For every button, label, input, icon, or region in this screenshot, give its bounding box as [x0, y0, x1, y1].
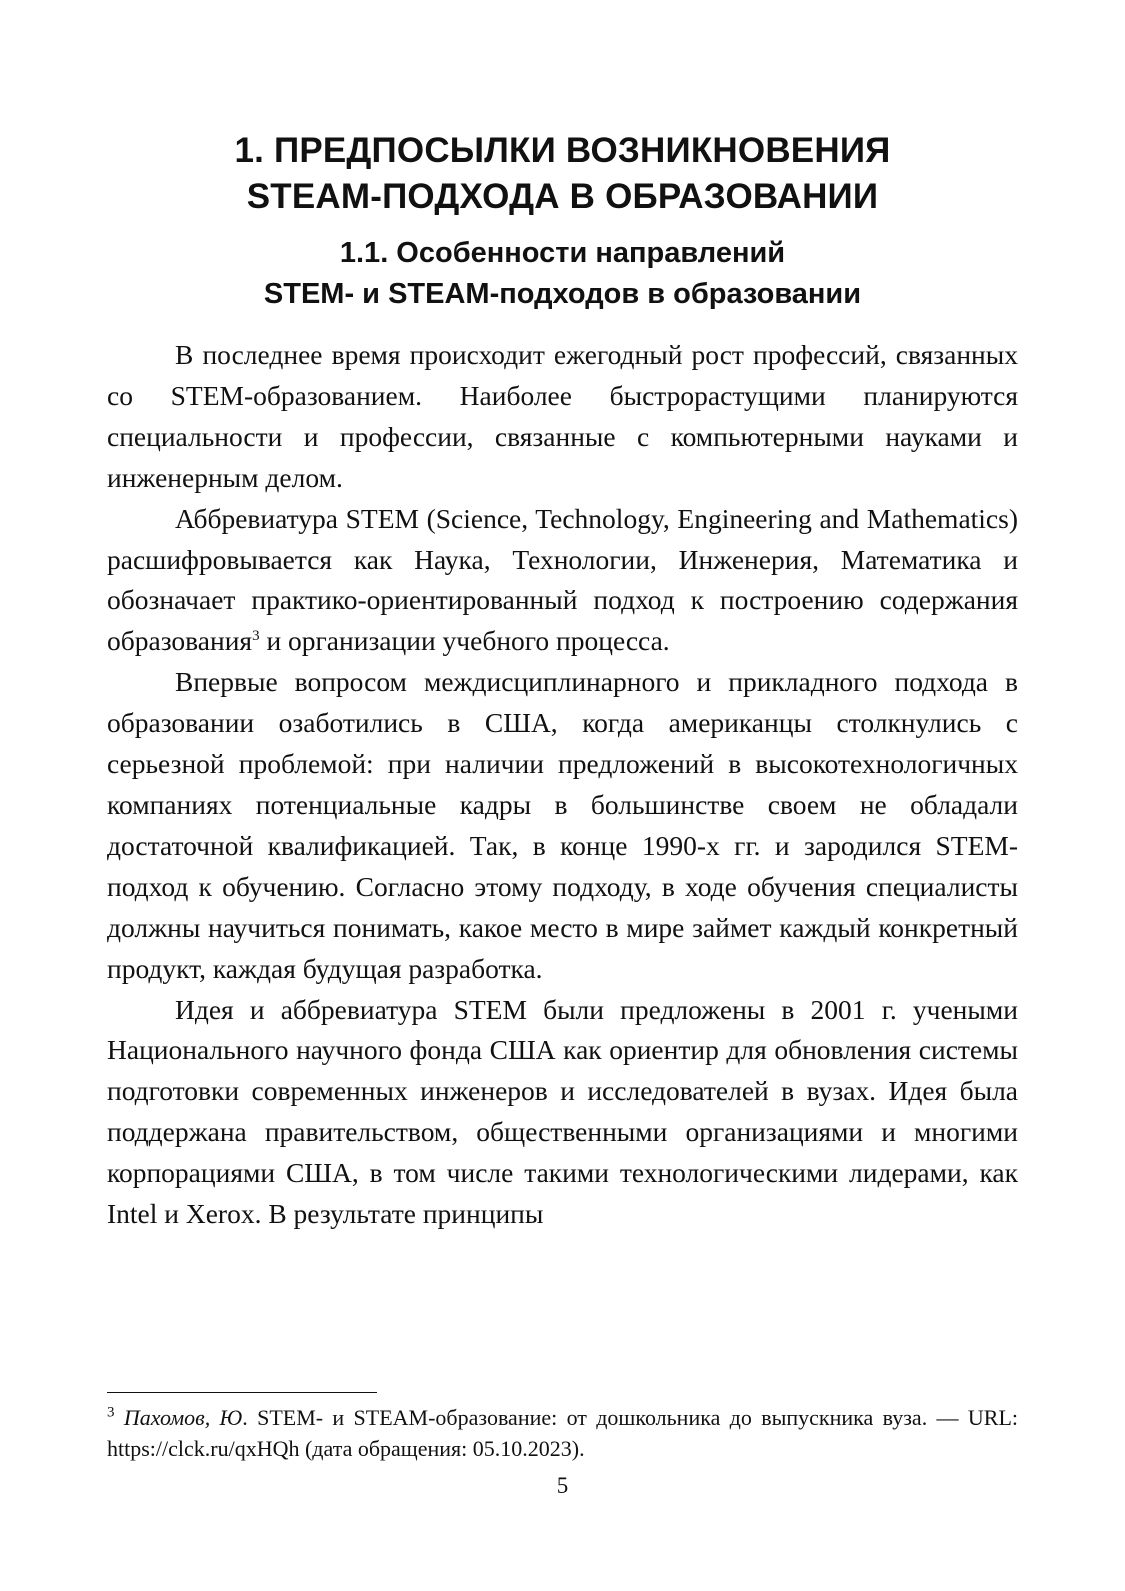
footnote-reference: 3 — [252, 628, 260, 645]
footnote-text: . STEM- и STEAM-образование: от дошкольника до выпускника вуза. — URL: https://clck.ru/qxHQh (дата обращения: 05.10.2023). — [107, 1405, 1018, 1461]
paragraph-1: В последнее время происходит ежегодный рост профессий, связанных со STEM-образованием. Наиболее быстрорастущими планируются специальности и профессии, связанные с компьютерными науками и инженерным делом. — [107, 339, 1018, 493]
section-title-line-1: 1.1. Особенности направлений — [339, 237, 786, 269]
page-number: 5 — [556, 1473, 569, 1498]
paragraph-2-text-continued: и организации учебного процесса. — [259, 625, 670, 657]
paragraph-3: Впервые вопросом междисциплинарного и прикладного подхода в образовании озаботились в США, когда американцы столкнулись с серьезной проблемой: при наличии предложений в высокотехнологичных компаниях потенциальные кадры в большинстве своем не обладали достаточной квалификацией. Так, в конце 1990-х гг. и зародился STEM-подход к обучению. Согласно этому подходу, в ходе обучения специалисты должны научиться понимать, какое место в мире займет каждый конкретный продукт, каждая будущая разработка. — [107, 666, 1018, 984]
body-text — [107, 335, 1018, 1235]
chapter-title-line-1: 1. ПРЕДПОСЫЛКИ ВОЗНИКНОВЕНИЯ — [234, 131, 891, 170]
paragraph-2-text: Аббревиатура STEM (Science, Technology, Engineering and Mathematics) расшифровывается как Наука, Технологии, Инженерия, Математика и обозначает практико-ориентированный подход к построению содержания образования — [107, 502, 1018, 657]
chapter-title — [107, 128, 1018, 220]
footnote-number: 3 — [107, 1404, 115, 1421]
footnote-separator — [107, 1392, 377, 1393]
footnote — [107, 1402, 1018, 1464]
paragraph-2 — [107, 499, 1018, 663]
footnote-author: Пахомов, Ю — [123, 1405, 243, 1430]
chapter-title-line-2: STEAM-ПОДХОДА В ОБРАЗОВАНИИ — [246, 177, 879, 216]
section-title-line-2: STEM- и STEAM-подходов в образовании — [263, 278, 862, 310]
section-title — [107, 233, 1018, 315]
paragraph-4: Идея и аббревиатура STEM были предложены в 2001 г. учеными Национального научного фонда США как ориентир для обновления системы подготовки современных инженеров и исследователей в вузах. Идея была поддержана правительством, общественными организациями и многими корпорациями США, в том числе такими технологическими лидерами, как Intel и Xerox. В результате принципы — [107, 993, 1018, 1230]
